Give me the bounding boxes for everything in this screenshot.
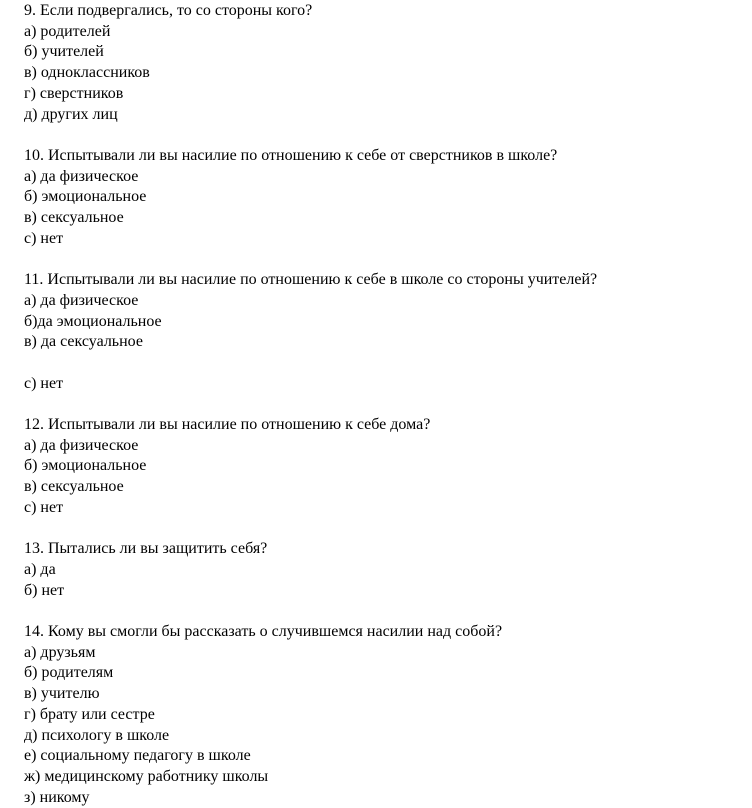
question-block [24,415,752,519]
answer-option: ж) медицинскому работнику школы [24,767,269,785]
answer-option: б) эмоциональное [24,457,147,475]
answer-option: с) нет [24,374,64,392]
answer-option: г) сверстников [24,84,124,102]
question-title: 14. Кому вы смогли бы рассказать о случившемся насилии над собой? [24,623,503,640]
answer-option: а) да физическое [24,291,139,309]
answer-option: с) нет [24,498,64,516]
question-title: 10. Испытывали ли вы насилие по отношению к себе от сверстников в школе? [24,146,558,164]
question-block [24,539,752,601]
answer-option: в) да сексуальное [24,333,143,351]
answer-option: е) социальному педагогу в школе [24,747,251,765]
answer-option: а) друзьям [24,643,96,661]
answer-option: д) других лиц [24,105,118,123]
answer-option: з) никому [24,788,90,806]
answer-option: а) родителей [24,22,111,40]
blank-line [24,353,752,374]
answer-option: б)да эмоциональное [24,312,162,330]
answer-option: а) да физическое [24,167,139,185]
answer-option: а) да физическое [24,436,139,454]
question-title: 9. Если подвергались, то со стороны кого? [24,2,313,19]
answer-option: в) одноклассников [24,64,150,82]
answer-option: с) нет [24,229,64,247]
question-title: 13. Пытались ли вы защитить себя? [24,540,268,558]
answer-option: д) психологу в школе [24,726,170,744]
question-title: 12. Испытывали ли вы насилие по отношению к себе дома? [24,416,431,433]
question-block [24,622,752,808]
answer-option: б) учителей [24,43,104,61]
answer-option: в) сексуальное [24,478,124,496]
answer-option: б) нет [24,581,65,599]
answer-option: в) сексуальное [24,209,124,227]
answer-option: в) учителю [24,685,100,703]
answer-option: б) родителям [24,664,114,682]
question-block [24,1,752,125]
question-title: 11. Испытывали ли вы насилие по отношению к себе в школе со стороны учителей? [24,271,598,289]
answer-option: г) брату или сестре [24,705,155,723]
question-block [24,146,752,250]
question-block [24,270,752,394]
answer-option: а) да [24,560,56,578]
answer-option: б) эмоциональное [24,188,147,206]
